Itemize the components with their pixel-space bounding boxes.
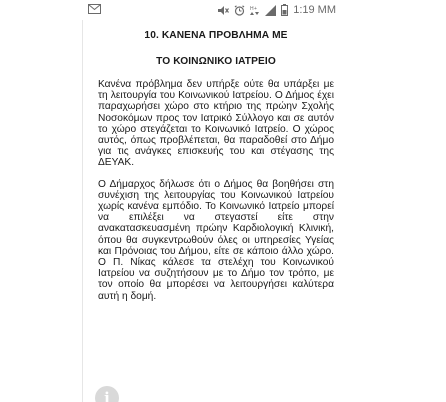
article-content [98,25,334,302]
network-icon [250,5,260,16]
battery-icon [281,4,288,16]
alarm-icon [234,5,245,16]
info-icon: i [104,389,110,402]
svg-text:H: H [250,5,254,12]
signal-icon [265,5,276,16]
info-button[interactable] [95,386,119,402]
article-paragraph-1: Κανένα πρόβλημα δεν υπήρξε ούτε θα υπάρξει με τη λειτουργία του Κοινωνικού Ιατρείου. Ο Δήμος έχει παραχωρήσει χώρο στο κτήριο της πρώην Σχολής Νοσοκόμων προς τον Ιατρικό Σύλλογο και σε αυτόν το χώρο στεγάζεται το Κοινωνικό Ιατρείο. Ο χώρος αυτός, όπως προβλέπεται, θα παραδοθεί στο Δήμο για τις ανάγκες επισκευής του και στέγασης της ΔΕΥΑΚ. [98,79,334,169]
article-title-line-1: 10. ΚΑΝΕΝΑ ΠΡΟΒΛΗΜΑ ΜΕ [144,30,288,41]
article-paragraph-2: Ο Δήμαρχος δήλωσε ότι ο Δήμος θα βοηθήσει στη συνέχιση της λειτουργίας του Κοινωνικού Ιατρείου χωρίς κανένα εμπόδιο. Το Κοινωνικό Ιατρείο μπορεί να επιλέξει να στεγαστεί είτε στην ανακατασκευασμένη πρώην Καρδιολογική Κλινική, όπου θα συγκεντρωθούν όλες οι υπηρεσίες Υγείας και Πρόνοιας του Δήμου, είτε σε κάποιο άλλο χώρο. Ο Π. Νίκας κάλεσε τα στελέχη του Κοινωνικού Ιατρείου να συζητήσουν με το Δήμο τον τρόπο, με τον οποίο θα μπορέσει να λειτουργήσει καλύτερα αυτή η δομή. [98,178,334,302]
mute-icon [217,5,229,16]
article-title-line-2: ΤΟ ΚΟΙΝΩΝΙΚΟ ΙΑΤΡΕΙΟ [156,56,276,67]
message-icon [88,4,101,14]
screen-edge [82,0,83,402]
status-bar [82,0,344,20]
status-time: 1:19 MM [293,4,336,16]
phone-screen [82,0,344,402]
svg-text:+: + [254,5,258,12]
